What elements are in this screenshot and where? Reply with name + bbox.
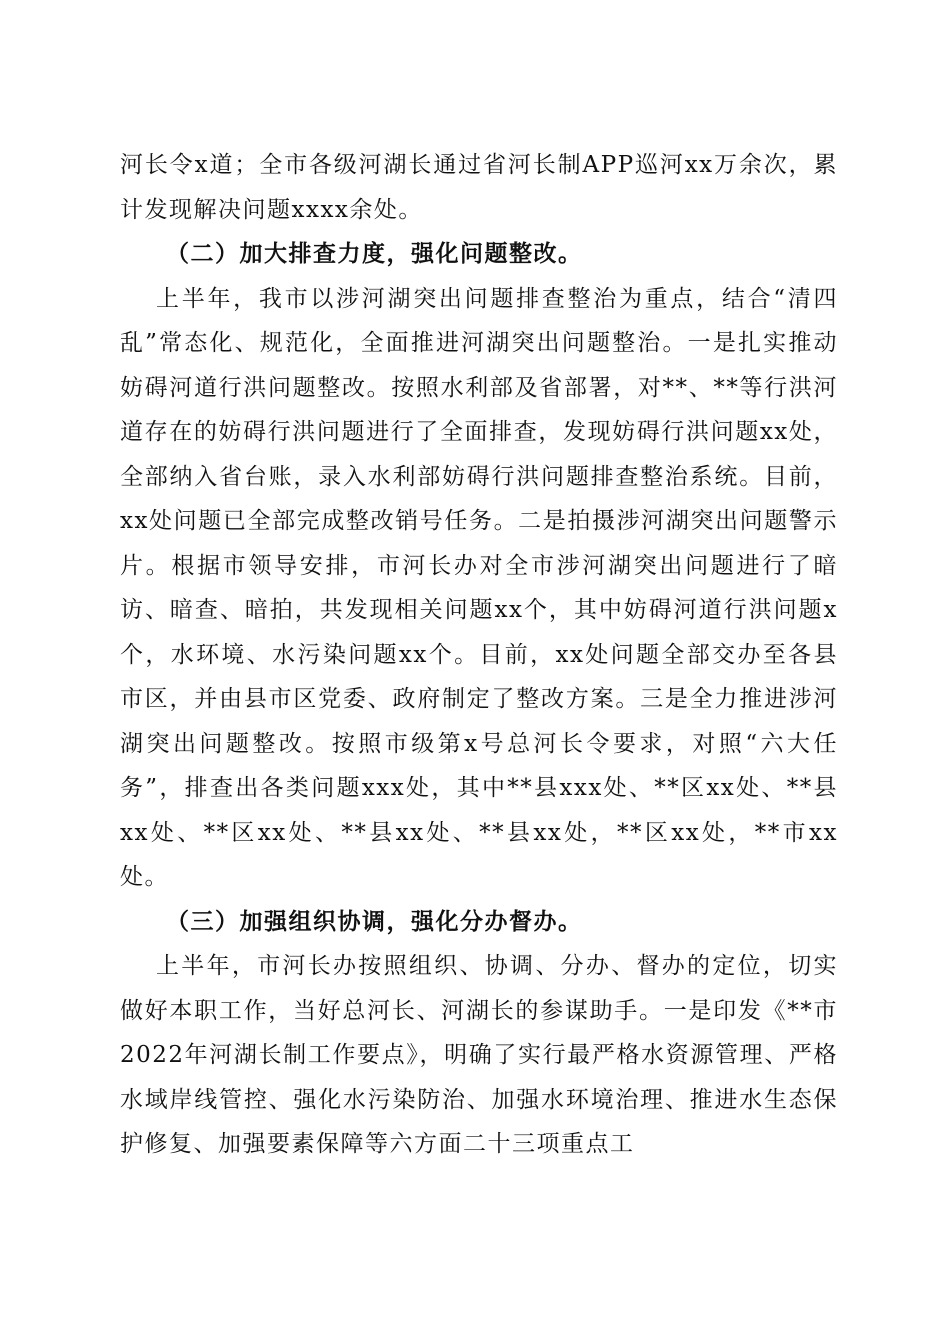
section-heading-2: （二）加大排查力度，强化问题整改。: [166, 240, 583, 267]
paragraph-section-2: 上半年，我市以涉河湖突出问题排查整治为重点，结合“清四乱”常态化、规范化，全面推进河湖突出问题整治。一是扎实推动妨碍河道行洪问题整改。按照水利部及省部署，对**、**等行洪河道存在的妨碍行洪问题进行了全面排查，发现妨碍行洪问题xx处，全部纳入省台账，录入水利部妨碍行洪问题排查整治系统。目前，xx处问题已全部完成整改销号任务。二是拍摄涉河湖突出问题警示片。根据市领导安排，市河长办对全市涉河湖突出问题进行了暗访、暗查、暗拍，共发现相关问题xx个，其中妨碍河道行洪问题x个，水环境、水污染问题xx个。目前，xx处问题全部交办至各县市区，并由县市区党委、政府制定了整改方案。三是全力推进涉河湖突出问题整改。按照市级第x号总河长令要求，对照“六大任务”，排查出各类问题xxx处，其中**县xxx处、**区xx处、**县xx处、**区xx处、**县xx处、**县xx处，**区xx处，**市xx处。: [120, 285, 838, 890]
document-body: [120, 143, 838, 1167]
section-heading-3: （三）加强组织协调，强化分办督办。: [166, 907, 583, 935]
paragraph-section-3: 上半年，市河长办按照组织、协调、分办、督办的定位，切实做好本职工作，当好总河长、河湖长的参谋助手。一是印发《**市2022年河湖长制工作要点》，明确了实行最严格水资源管理、严格水域岸线管控、强化水污染防治、加强水环境治理、推进水生态保护修复、加强要素保障等六方面二十三项重点工: [120, 953, 838, 1157]
paragraph-continuation: 河长令x道；全市各级河湖长通过省河长制APP巡河xx万余次，累计发现解决问题xxxx余处。: [120, 152, 838, 223]
